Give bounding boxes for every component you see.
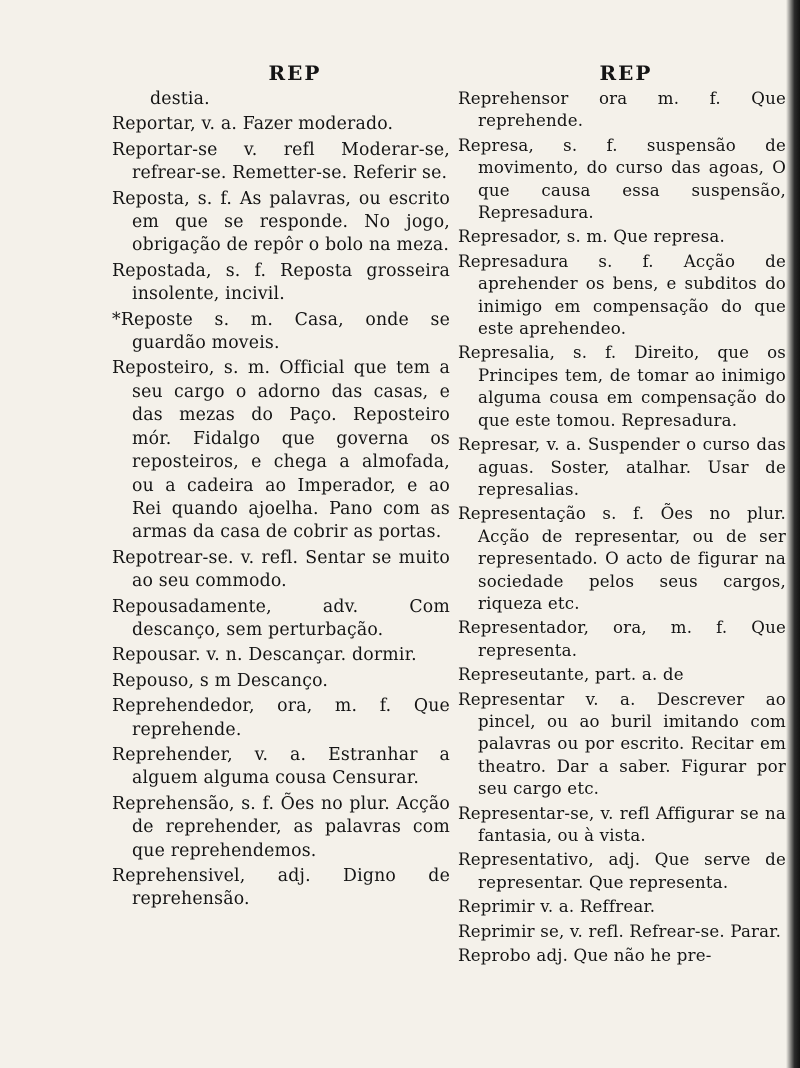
- dictionary-entry: Repotrear-se. v. refl. Sentar se muito ao seu commodo.: [112, 547, 450, 592]
- dictionary-entry: Reprehender, v. a. Estranhar a alguem alguma cousa Censurar.: [112, 744, 450, 789]
- dictionary-entry: Reprehensão, s. f. Ões no plur. Acção de reprehender, as palavras com que reprehendemos.: [112, 793, 450, 861]
- left-running-header: REP: [268, 61, 322, 85]
- dictionary-entry: Represadura s. f. Acção de aprehender os bens, e subditos do inimigo em compensação do que este aprehendeo.: [458, 251, 786, 339]
- dictionary-entry: Reprimir v. a. Reffrear.: [458, 897, 656, 917]
- dictionary-entry: Repousar. v. n. Descançar. dormir.: [112, 645, 417, 666]
- dictionary-entry: Representar-se, v. refl Affigurar se na fantasia, ou à vista.: [458, 803, 786, 845]
- right-column: [458, 58, 786, 969]
- dictionary-entry: Repouso, s m Descanço.: [112, 670, 329, 691]
- dictionary-entry: Represalia, s. f. Direito, que os Principes tem, de tomar ao inimigo alguma cousa em compensação do que este tomou. Represadura.: [458, 343, 786, 430]
- left-entries: [112, 88, 450, 912]
- dictionary-entry: Reprehensivel, adj. Digno de reprehensão.: [112, 866, 450, 910]
- dictionary-entry: destia.: [150, 89, 210, 109]
- dictionary-entry: Reprehensor ora m. f. Que reprehende.: [458, 89, 786, 131]
- dictionary-entry: Reprehendedor, ora, m. f. Que reprehende.: [112, 696, 450, 740]
- dictionary-entry: Represa, s. f. suspensão de movimento, do curso das agoas, O que causa essa suspensão, Represadura.: [458, 135, 786, 223]
- dictionary-entry: Representativo, adj. Que serve de representar. Que representa.: [458, 850, 786, 892]
- dictionary-entry: Reportar, v. a. Fazer moderado.: [112, 114, 394, 135]
- dictionary-entry: Reprimir se, v. refl. Refrear-se. Parar.: [458, 921, 782, 941]
- dictionary-entry: Repousadamente, adv. Com descanço, sem perturbação.: [112, 596, 450, 640]
- page-edge-shadow: [786, 0, 800, 1068]
- dictionary-entry: Representação s. f. Ões no plur. Acção de representar, ou de ser representado. O acto de figurar na sociedade pelos seus cargos, riqueza etc.: [458, 504, 786, 613]
- dictionary-entry: Represar, v. a. Suspender o curso das aguas. Soster, atalhar. Usar de represalias.: [458, 435, 786, 499]
- dictionary-entry: Representar v. a. Descrever ao pincel, ou ao buril imitando com palavras ou por escrito. Recitar em theatro. Dar a saber. Figurar por seu cargo etc.: [458, 689, 786, 799]
- dictionary-entry: Repostada, s. f. Reposta grosseira insolente, incivil.: [112, 260, 450, 305]
- left-column: [112, 58, 450, 914]
- dictionary-entry: Representador, ora, m. f. Que representa.: [458, 618, 786, 660]
- dictionary-entry: *Reposte s. m. Casa, onde se guardão moveis.: [112, 309, 450, 354]
- right-running-header: REP: [599, 61, 653, 85]
- dictionary-entry: Reportar-se v. refl Moderar-se, refrear-se. Remetter-se. Referir se.: [112, 139, 450, 184]
- dictionary-entry: Reprobo adj. Que não he pre-: [458, 946, 712, 966]
- dictionary-entry: Represador, s. m. Que represa.: [458, 227, 725, 247]
- dictionary-entry: Reposteiro, s. m. Official que tem a seu cargo o adorno das casas, e das mezas do Paço. Reposteiro mór. Fidalgo que governa os reposteiros, e chega a almofada, ou a cadeira ao Imperador, e ao Rei quando ajoelha. Pano com as armas da casa de cobrir as portas.: [112, 358, 450, 543]
- dictionary-entry: Represeutante, part. a. de: [458, 665, 684, 685]
- right-entries: [458, 88, 786, 967]
- dictionary-entry: Reposta, s. f. As palavras, ou escrito em que se responde. No jogo, obrigação de repôr o bolo na meza.: [112, 188, 450, 256]
